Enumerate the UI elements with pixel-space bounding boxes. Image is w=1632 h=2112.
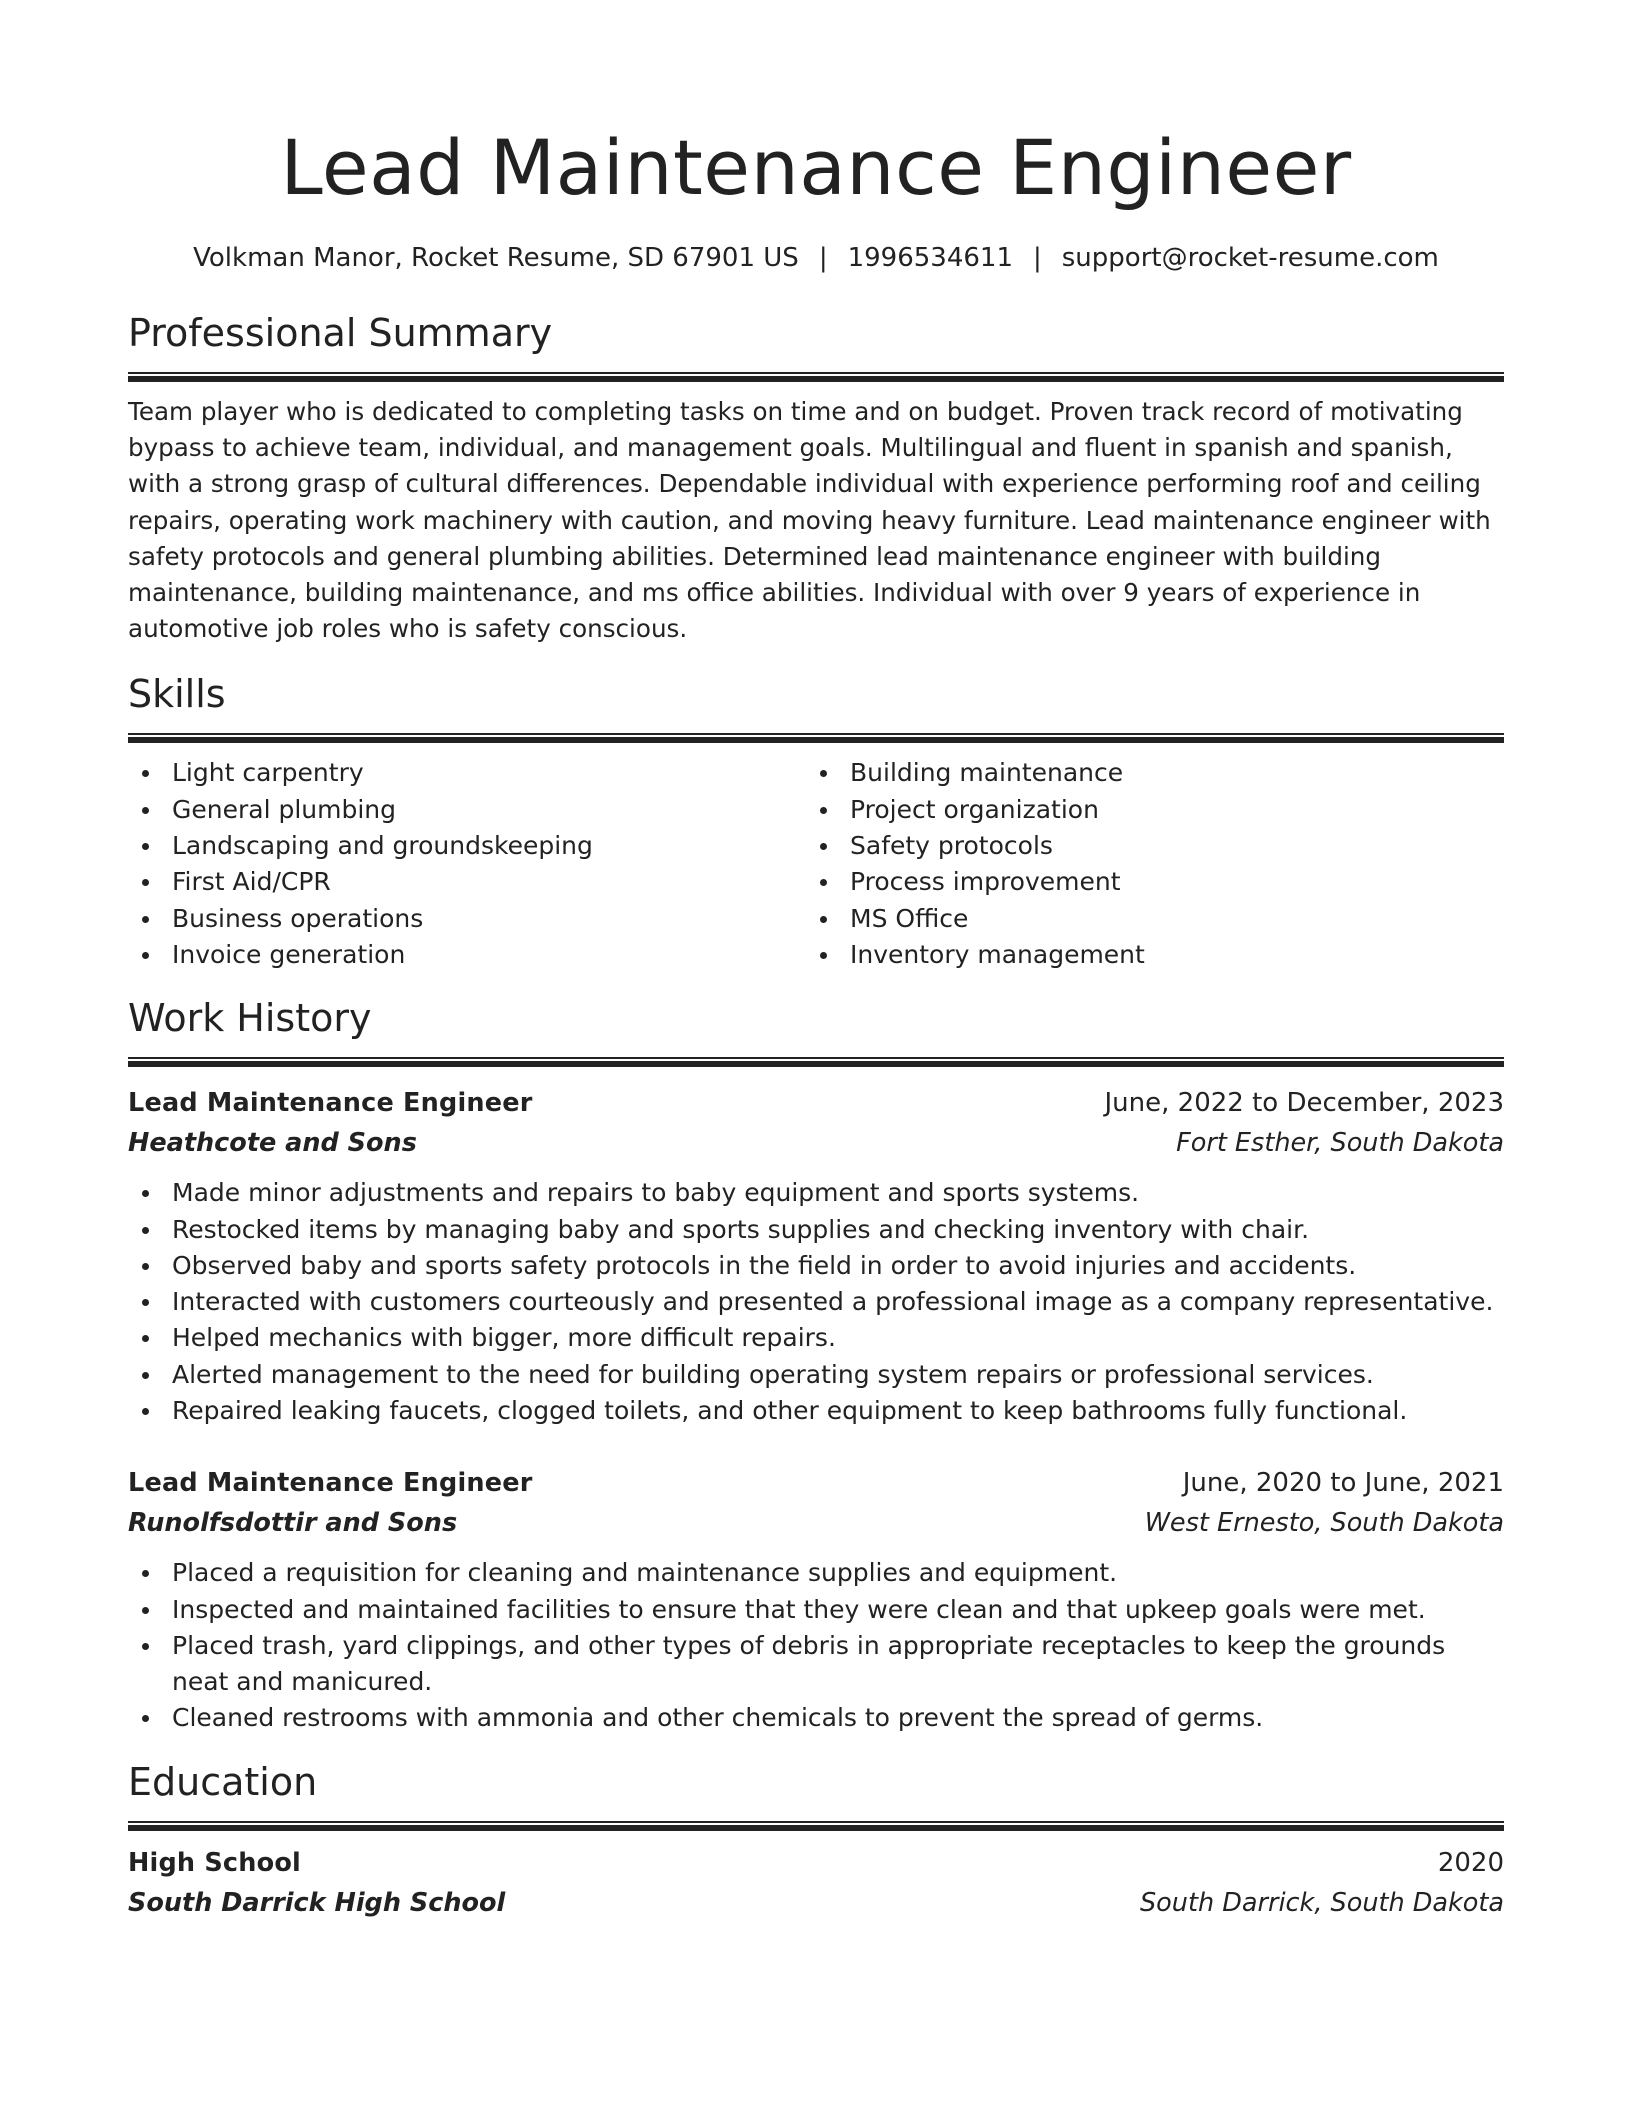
- section-divider: [128, 1821, 1504, 1831]
- skill-item: Inventory management: [806, 937, 1504, 973]
- job-bullet: Placed a requisition for cleaning and maintenance supplies and equipment.: [128, 1555, 1504, 1591]
- skill-item: MS Office: [806, 901, 1504, 937]
- job-bullet: Alerted management to the need for building operating system repairs or professional services.: [128, 1357, 1504, 1393]
- skill-item: Safety protocols: [806, 828, 1504, 864]
- education-degree: High School: [128, 1847, 301, 1878]
- section-divider: [128, 733, 1504, 743]
- job-company: Runolfsdottir and Sons: [128, 1508, 458, 1539]
- section-title-summary: Professional Summary: [128, 311, 553, 355]
- job-bullet: Placed trash, yard clippings, and other types of debris in appropriate receptacles to keep the grounds neat and manicured.: [128, 1628, 1504, 1701]
- section-title-skills: Skills: [128, 672, 226, 717]
- contact-address: Volkman Manor, Rocket Resume, SD 67901 US: [193, 243, 799, 273]
- contact-separator: |: [1033, 243, 1042, 273]
- skill-item: Landscaping and groundskeeping: [128, 828, 806, 864]
- section-divider: [128, 1057, 1504, 1067]
- education-year: 2020: [1437, 1847, 1504, 1878]
- skill-item: Light carpentry: [128, 755, 806, 791]
- resume-name: Lead Maintenance Engineer: [280, 123, 1352, 212]
- contact-separator: |: [818, 243, 828, 273]
- skill-item: Business operations: [128, 901, 806, 937]
- job-location: Fort Esther, South Dakota: [1176, 1128, 1504, 1159]
- job-company: Heathcote and Sons: [128, 1128, 417, 1159]
- job-bullet: Observed baby and sports safety protocols in the field in order to avoid injuries and accidents.: [128, 1248, 1504, 1284]
- skill-item: Project organization: [806, 792, 1504, 828]
- education-location: South Darrick, South Dakota: [1140, 1887, 1504, 1918]
- skill-item: Invoice generation: [128, 937, 806, 973]
- job-bullets: [128, 1175, 1504, 1429]
- education-entry: [128, 1843, 1504, 1923]
- job-header-row: [128, 1463, 1504, 1503]
- job-dates: June, 2020 to June, 2021: [1182, 1468, 1504, 1499]
- education-header-row: [128, 1843, 1504, 1883]
- section-divider: [128, 372, 1504, 382]
- job-title: Lead Maintenance Engineer: [128, 1088, 533, 1119]
- education-school-row: [128, 1883, 1504, 1923]
- skill-item: First Aid/CPR: [128, 864, 806, 900]
- job-company-row: [128, 1123, 1504, 1163]
- skill-item: Building maintenance: [806, 755, 1504, 791]
- job-title: Lead Maintenance Engineer: [128, 1468, 533, 1499]
- job-header-row: [128, 1083, 1504, 1123]
- education-school: South Darrick High School: [128, 1887, 506, 1918]
- skill-item: Process improvement: [806, 864, 1504, 900]
- skills-section: [128, 669, 1504, 973]
- job-bullet: Made minor adjustments and repairs to baby equipment and sports systems.: [128, 1175, 1504, 1211]
- job-entry: [128, 1463, 1504, 1736]
- contact-phone: 1996534611: [847, 243, 1013, 273]
- skill-item: General plumbing: [128, 792, 806, 828]
- job-bullet: Cleaned restrooms with ammonia and other chemicals to prevent the spread of germs.: [128, 1700, 1504, 1736]
- skills-column-right: [806, 755, 1504, 973]
- job-location: West Ernesto, South Dakota: [1144, 1508, 1504, 1539]
- job-bullet: Restocked items by managing baby and sports supplies and checking inventory with chair.: [128, 1212, 1504, 1248]
- summary-section: [128, 308, 1504, 647]
- contact-email: support@rocket-resume.com: [1061, 243, 1439, 273]
- job-bullets: [128, 1555, 1504, 1736]
- job-entry: [128, 1083, 1504, 1429]
- section-title-work-history: Work History: [128, 996, 372, 1041]
- contact-line: [128, 240, 1504, 276]
- skills-list: [128, 755, 1504, 973]
- job-bullet: Inspected and maintained facilities to ensure that they were clean and that upkeep goals were met.: [128, 1592, 1504, 1628]
- job-bullet: Interacted with customers courteously and presented a professional image as a company representative.: [128, 1284, 1504, 1320]
- job-company-row: [128, 1503, 1504, 1543]
- section-title-education: Education: [128, 1759, 318, 1804]
- summary-text: Team player who is dedicated to completing tasks on time and on budget. Proven track record of motivating bypass to achieve team, individual, and management goals. Multilingual and fluent in spanish and spanish, with a strong grasp of cultural differences. Dependable individual with experience performing roof and ceiling repairs, operating work machinery with caution, and moving heavy furniture. Lead maintenance engineer with safety protocols and general plumbing abilities. Determined lead maintenance engineer with building maintenance, building maintenance, and ms office abilities. Individual with over 9 years of experience in automotive job roles who is safety conscious.: [128, 397, 1491, 644]
- skills-column-left: [128, 755, 806, 973]
- job-dates: June, 2022 to December, 2023: [1104, 1088, 1504, 1119]
- job-bullet: Helped mechanics with bigger, more difficult repairs.: [128, 1320, 1504, 1356]
- work-history-section: [128, 993, 1504, 1737]
- job-bullet: Repaired leaking faucets, clogged toilets, and other equipment to keep bathrooms fully functional.: [128, 1393, 1504, 1429]
- education-section: [128, 1757, 1504, 1923]
